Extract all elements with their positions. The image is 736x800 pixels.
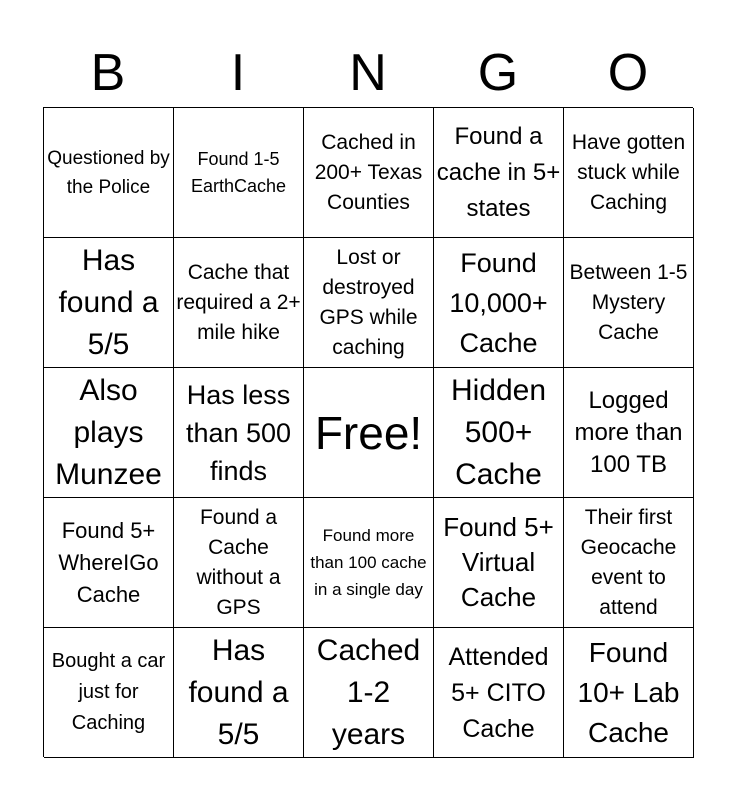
- bingo-cell[interactable]: [564, 238, 694, 368]
- bingo-cell[interactable]: [304, 498, 434, 628]
- cell-text: Found a cache in 5+ states: [436, 122, 561, 222]
- bingo-cell[interactable]: [564, 628, 694, 758]
- cell-text: Cached 1-2 years: [316, 633, 421, 751]
- header-letter-n: N: [349, 44, 387, 102]
- bingo-cell[interactable]: [174, 368, 304, 498]
- cell-text: Questioned by the Police: [47, 147, 170, 198]
- bingo-cell[interactable]: [564, 108, 694, 238]
- free-space-text: Free!: [314, 406, 423, 459]
- cell-text: Has found a 5/5: [188, 633, 289, 751]
- bingo-cell[interactable]: [564, 368, 694, 498]
- cell-text: Cached in 200+ Texas Counties: [314, 130, 423, 214]
- bingo-cell[interactable]: [434, 368, 564, 498]
- bingo-cell[interactable]: [44, 108, 174, 238]
- cell-text: Found 5+ WhereIGo Cache: [58, 517, 159, 607]
- bingo-cell[interactable]: [174, 238, 304, 368]
- bingo-cell[interactable]: [44, 368, 174, 498]
- bingo-cell[interactable]: [174, 108, 304, 238]
- cell-text: Found 5+ Virtual Cache: [443, 512, 554, 612]
- bingo-cell[interactable]: [174, 628, 304, 758]
- bingo-cell[interactable]: [44, 498, 174, 628]
- bingo-cell[interactable]: [304, 628, 434, 758]
- header-letter-i: I: [230, 44, 246, 102]
- cell-text: Logged more than 100 TB: [574, 386, 683, 478]
- cell-text: Hidden 500+ Cache: [450, 373, 547, 491]
- bingo-grid: [43, 107, 693, 757]
- bingo-header: [43, 40, 693, 106]
- bingo-cell[interactable]: [44, 628, 174, 758]
- cell-text: Bought a car just for Caching: [51, 650, 166, 734]
- cell-text: Have gotten stuck while Caching: [571, 130, 686, 214]
- header-letter-o: O: [607, 44, 649, 102]
- cell-text: Has less than 500 finds: [185, 379, 292, 486]
- bingo-cell[interactable]: [434, 628, 564, 758]
- bingo-cell-free[interactable]: [304, 368, 434, 498]
- cell-text: Found 10+ Lab Cache: [577, 636, 680, 748]
- cell-text: Their first Geocache event to attend: [580, 505, 677, 619]
- cell-text: Lost or destroyed GPS while caching: [319, 245, 418, 359]
- header-letter-g: G: [477, 44, 519, 102]
- bingo-cell[interactable]: [174, 498, 304, 628]
- cell-text: Cache that required a 2+ mile hike: [176, 260, 301, 344]
- cell-text: Found 1-5 EarthCache: [190, 148, 287, 196]
- cell-text: Between 1-5 Mystery Cache: [569, 260, 688, 344]
- bingo-cell[interactable]: [44, 238, 174, 368]
- cell-text: Has found a 5/5: [58, 243, 159, 361]
- bingo-cell[interactable]: [304, 108, 434, 238]
- bingo-cell[interactable]: [304, 238, 434, 368]
- cell-text: Found a Cache without a GPS: [196, 505, 281, 619]
- header-letter-b: B: [90, 44, 126, 102]
- cell-text: Attended 5+ CITO Cache: [448, 642, 549, 743]
- bingo-cell[interactable]: [434, 238, 564, 368]
- cell-text: Also plays Munzee: [55, 373, 162, 491]
- bingo-cell[interactable]: [564, 498, 694, 628]
- cell-text: Found more than 100 cache in a single day: [310, 526, 427, 599]
- bingo-cell[interactable]: [434, 108, 564, 238]
- cell-text: Found 10,000+ Cache: [449, 247, 548, 358]
- bingo-cell[interactable]: [434, 498, 564, 628]
